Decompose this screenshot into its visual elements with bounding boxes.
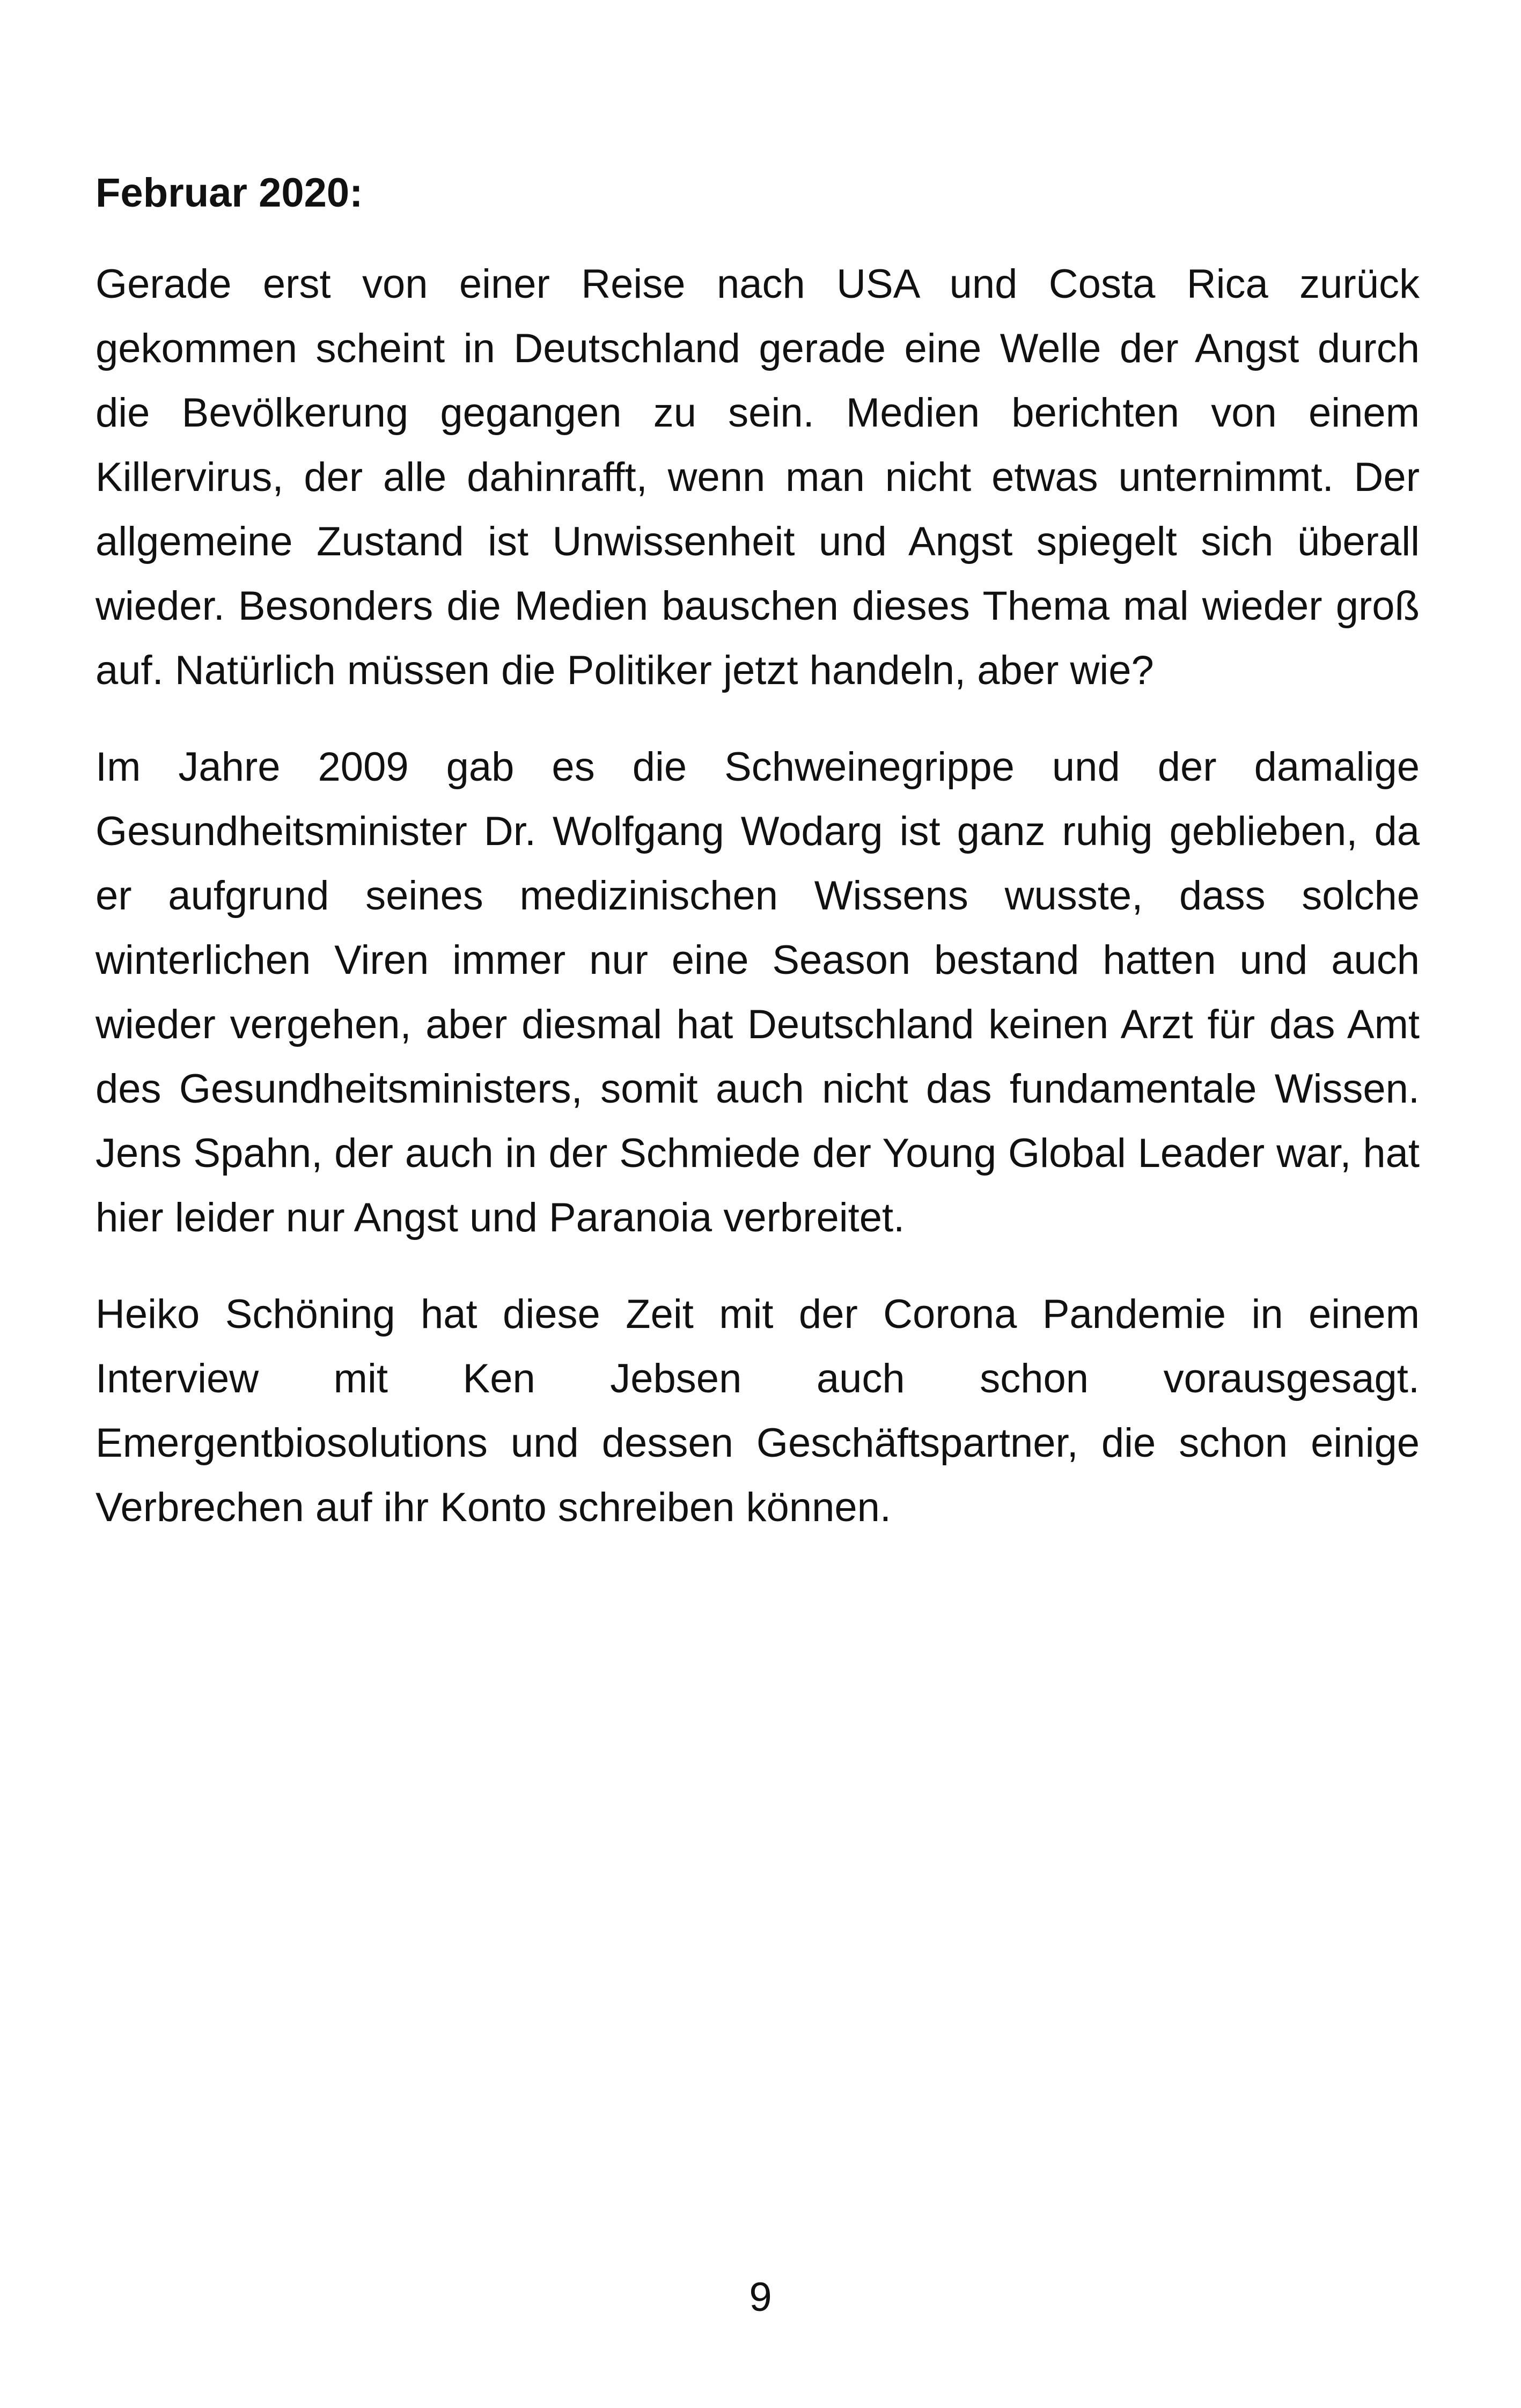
paragraph-1: Gerade erst von einer Reise nach USA und Costa Rica zurück gekommen scheint in Deutschland gerade eine Welle der Angst durch die Bevölkerung gegangen zu sein. Medien berichten von einem Killervirus, der alle dahinrafft, wenn man nicht etwas unternimmt. Der allgemeine Zustand ist Unwissenheit und Angst spiegelt sich überall wieder. Besonders die Medien bauschen dieses Thema mal wieder groß auf. Natürlich müssen die Politiker jetzt handeln, aber wie? [95,261,1420,693]
paragraph-2: Im Jahre 2009 gab es die Schweinegrippe und der damalige Gesundheitsminister Dr. Wolfgang Wodarg ist ganz ruhig geblieben, da er aufgrund seines medizinischen Wissens wusste, dass solche winterlichen Viren immer nur eine Season bestand hatten und auch wieder vergehen, aber diesmal hat Deutschland keinen Arzt für das Amt des Gesundheitsministers, somit auch nicht das fundamentale Wissen. Jens Spahn, der auch in der Schmiede der Young Global Leader war, hat hier leider nur Angst und Paranoia verbreitet. [95,744,1420,1240]
paragraph-3: Heiko Schöning hat diese Zeit mit der Corona Pandemie in einem Interview mit Ken Jebsen auch schon vorausgesagt. Emergentbiosolutions und dessen Geschäftspartner, die schon einige Verbrechen auf ihr Konto schreiben können. [95,1291,1420,1530]
page-number: 9 [749,2274,772,2320]
page-content [95,161,1420,1572]
section-heading: Februar 2020: [95,170,363,216]
